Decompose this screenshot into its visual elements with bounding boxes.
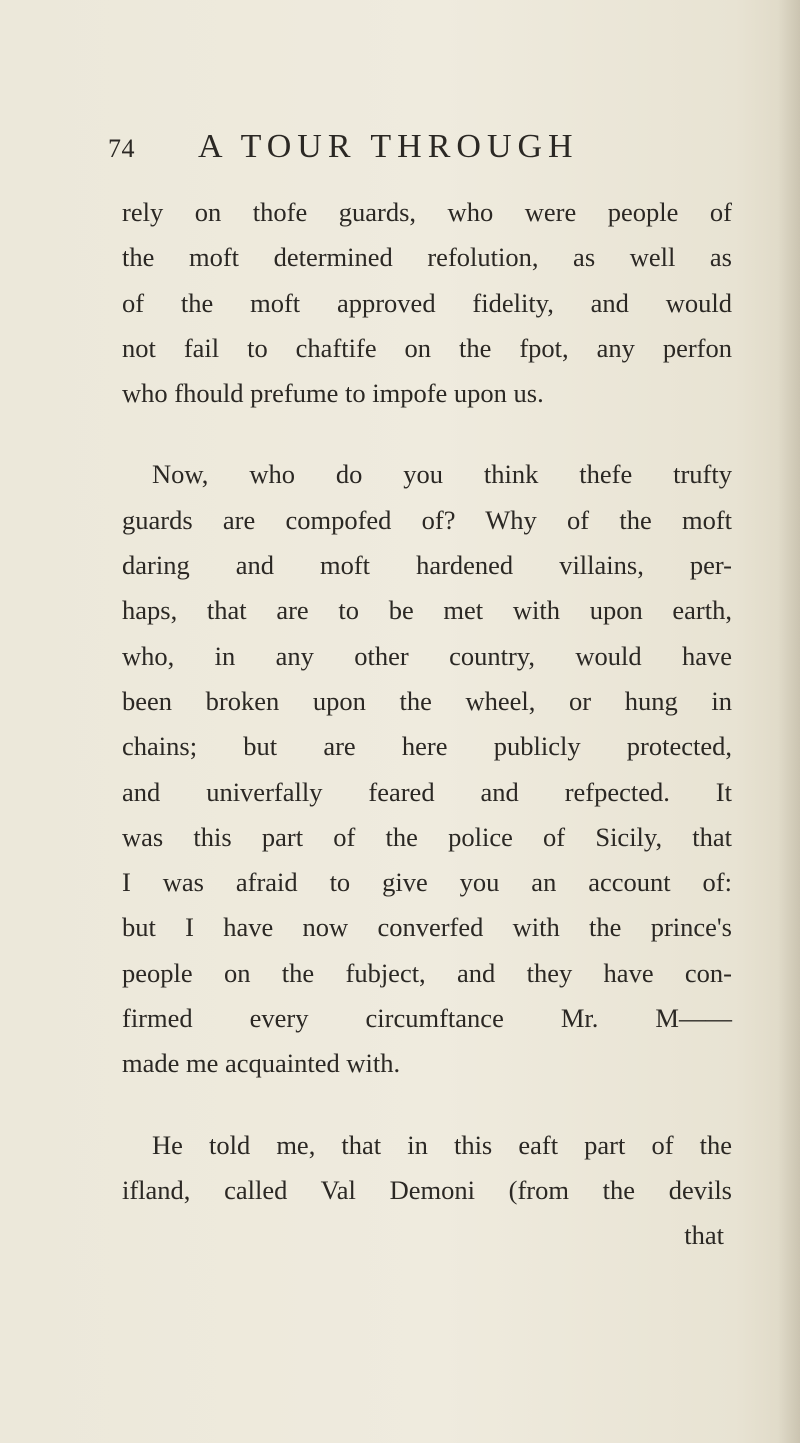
- text-line: haps, that are to be met with upon earth,: [122, 595, 732, 626]
- paragraph-spacer: [122, 416, 732, 452]
- text-line: daring and moft hardened villains, per-: [122, 550, 732, 581]
- page-edge-shadow: [778, 0, 800, 1443]
- text-line: but I have now converfed with the prince's: [122, 912, 732, 943]
- body-text: [122, 190, 732, 1259]
- paragraph-1: [122, 190, 732, 416]
- text-line: and univerfally feared and refpected. It: [122, 776, 732, 807]
- paragraph-3: [122, 1123, 732, 1214]
- text-line: ifland, called Val Demoni (from the devils: [122, 1174, 732, 1205]
- text-line: who fhould prefume to impofe upon us.: [122, 378, 544, 409]
- text-line: was this part of the police of Sicily, that: [122, 821, 732, 852]
- text-line: Now, who do you think thefe trufty: [152, 459, 732, 490]
- text-line: who, in any other country, would have: [122, 640, 732, 671]
- page-number: 74: [108, 134, 135, 163]
- page-header: [108, 128, 668, 172]
- text-line: I was afraid to give you an account of:: [122, 867, 732, 898]
- text-line: the moft determined refolution, as well as: [122, 242, 732, 273]
- text-line: people on the fubject, and they have con-: [122, 957, 732, 988]
- text-line: rely on thofe guards, who were people of: [122, 197, 732, 227]
- text-line: He told me, that in this eaft part of the: [152, 1129, 732, 1160]
- text-line: not fail to chaftife on the fpot, any perfon: [122, 332, 732, 363]
- paragraph-2: [122, 452, 732, 1086]
- text-line: of the moft approved fidelity, and would: [122, 287, 732, 318]
- paragraph-spacer: [122, 1087, 732, 1123]
- text-line: guards are compofed of? Why of the moft: [122, 504, 732, 535]
- text-line: chains; but are here publicly protected,: [122, 731, 732, 762]
- text-line: made me acquainted with.: [122, 1048, 401, 1079]
- running-head: A TOUR THROUGH: [198, 128, 579, 165]
- catchword: that: [684, 1220, 724, 1251]
- text-line: been broken upon the wheel, or hung in: [122, 685, 732, 716]
- text-line: firmed every circumftance Mr. M——: [122, 1003, 732, 1034]
